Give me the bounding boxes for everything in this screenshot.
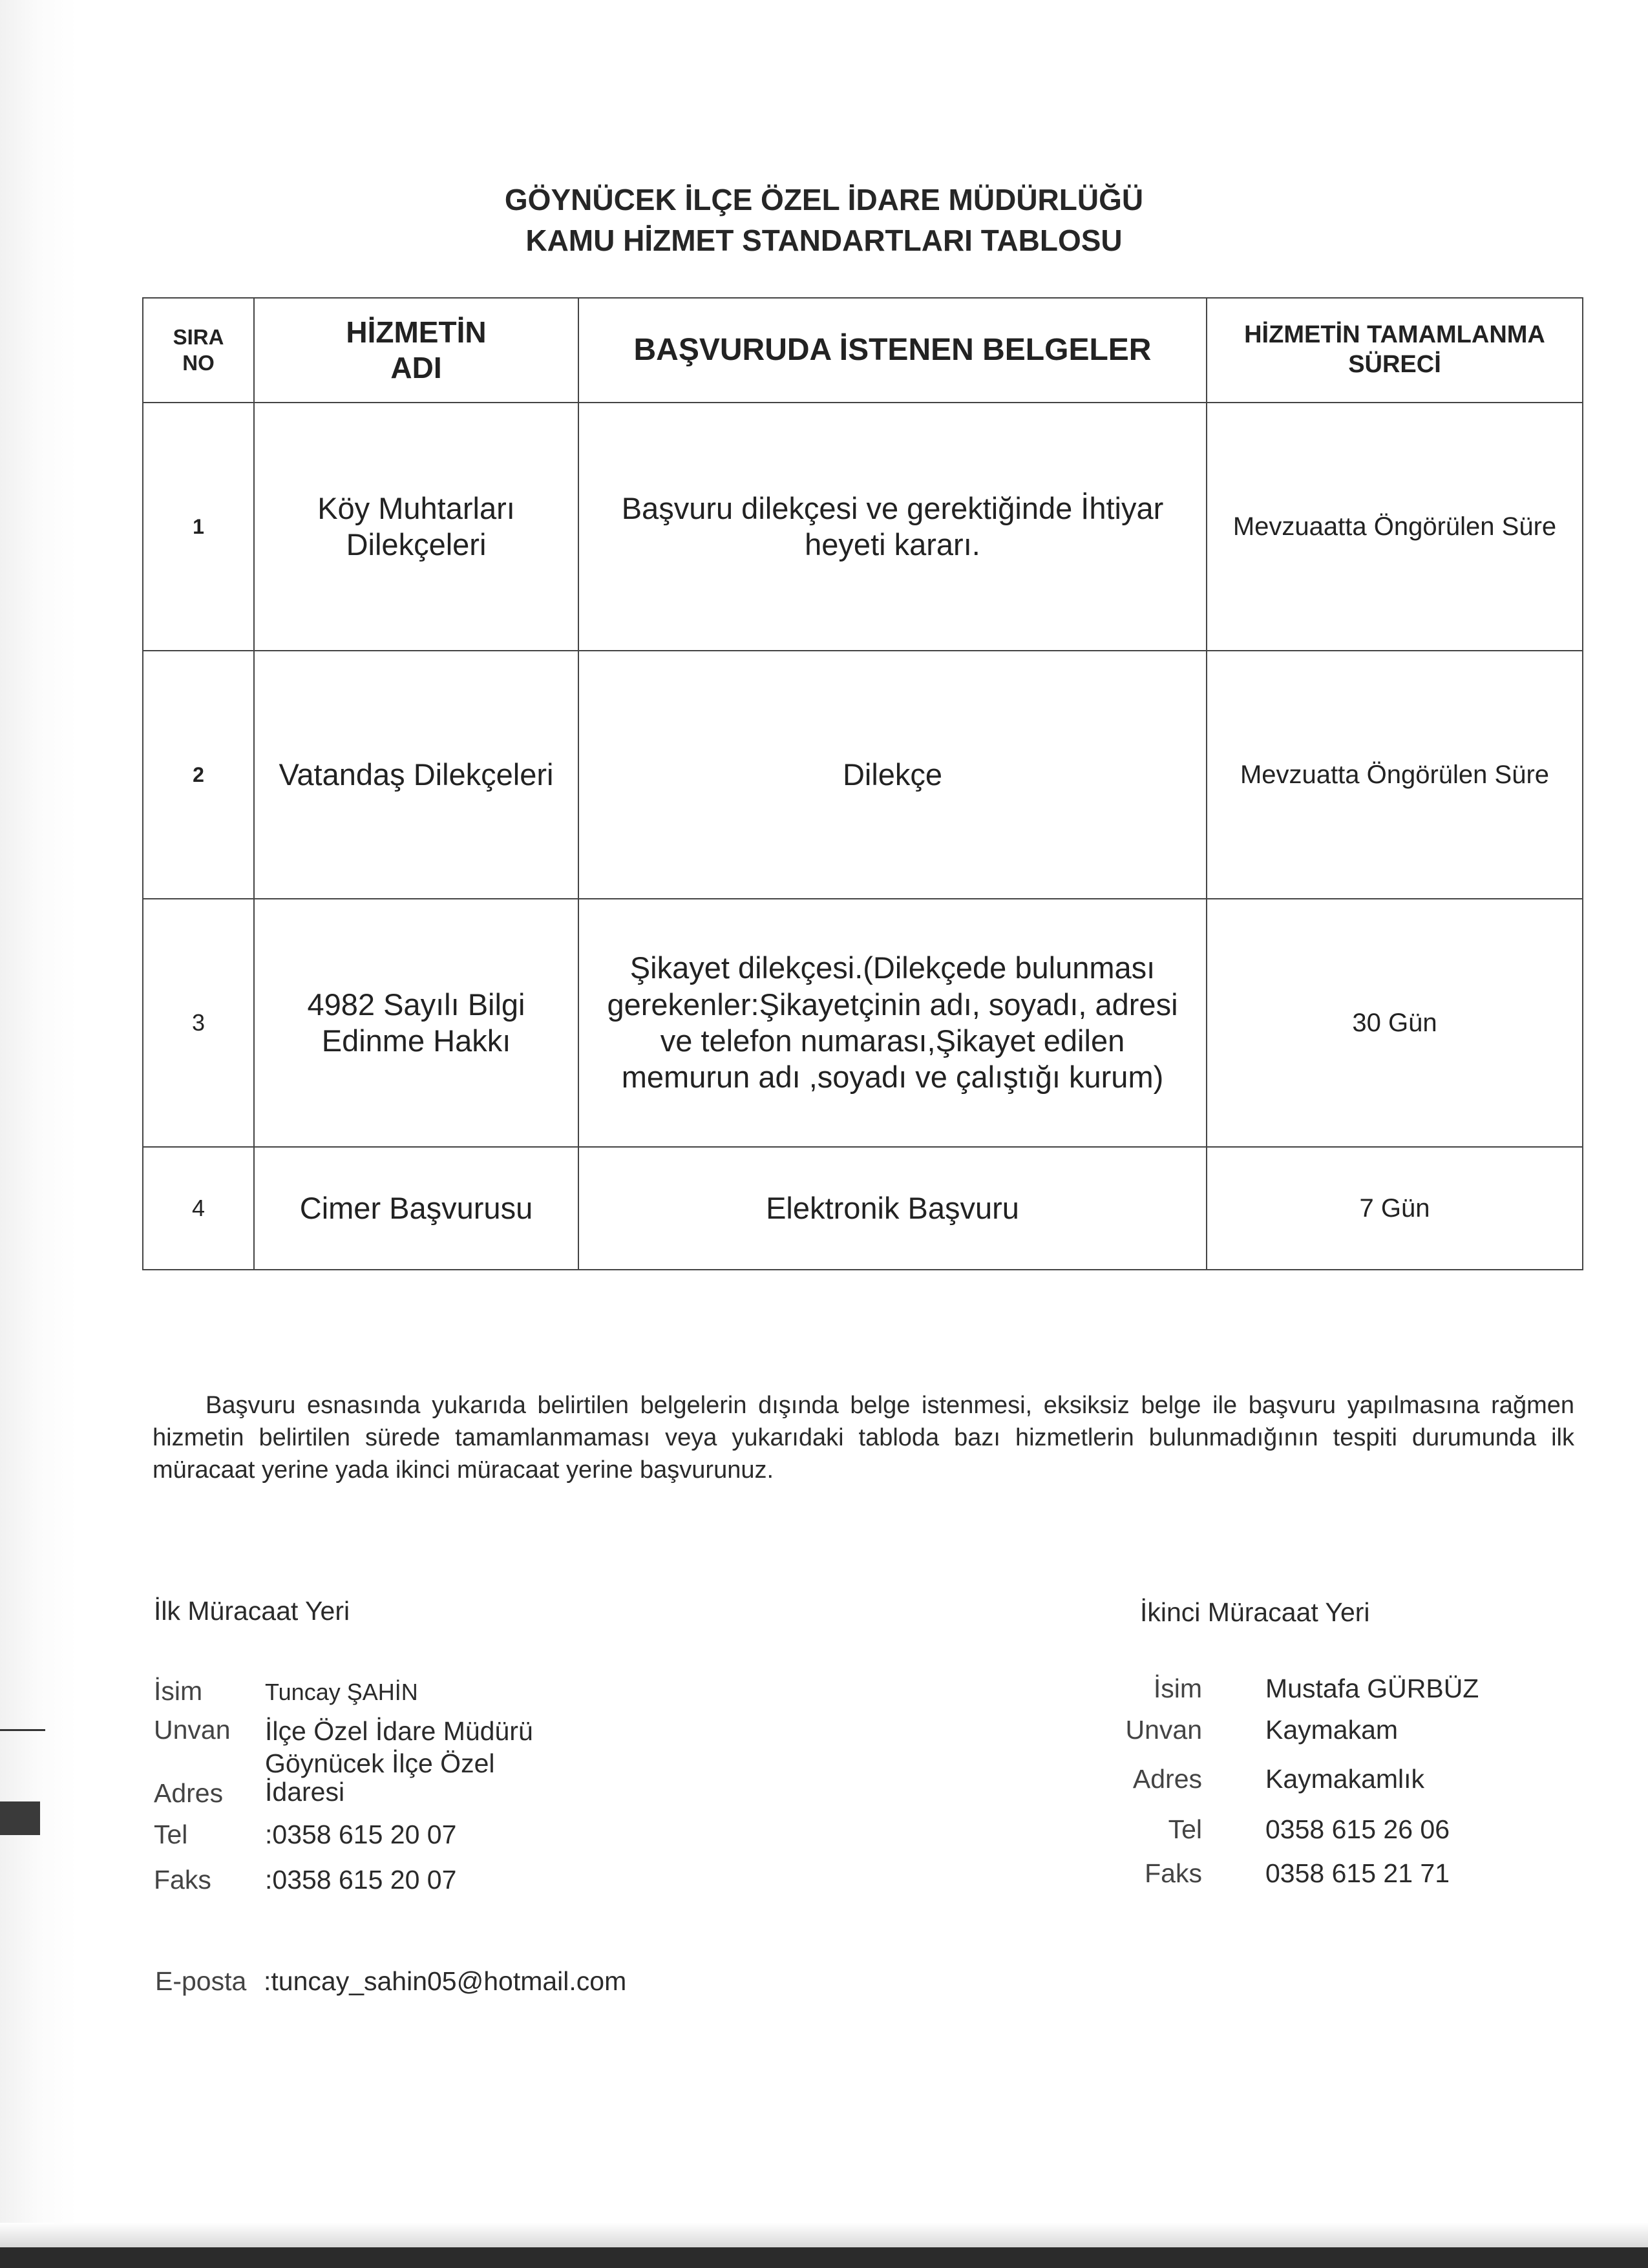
service-name [254,403,578,651]
second-contact-title: Kaymakam [1265,1715,1399,1745]
required-documents-line1: Şikayet dilekçesi.(Dilekçede bulunması [629,950,1156,985]
table-row [143,651,1583,899]
required-documents: Dilekçe [578,651,1207,899]
first-contact-name: Tuncay ŞAHİN [265,1679,418,1705]
second-contact-title-label: Unvan [1125,1715,1202,1745]
first-contact-title: İlçe Özel İdare Müdürü [265,1716,533,1746]
table-row [143,1147,1583,1270]
required-documents-line3: ve telefon numarası,Şikayet edilen [660,1024,1125,1058]
first-contact-heading: İlk Müracaat Yeri [154,1596,350,1626]
table-header-row [143,298,1583,403]
first-contact-address-line2: İdaresi [265,1777,345,1807]
second-contact-fax: 0358 615 21 71 [1265,1858,1450,1888]
service-name-line1: 4982 Sayılı Bilgi [307,987,525,1022]
row-number: 2 [143,651,254,899]
application-note: Başvuru esnasında yukarıda belirtilen belgelerin dışında belge istenmesi, eksiksiz belge ile başvuru yapılmasına rağmen hizmetin belirtilen sürede tamamlanmaması veya yukarıdaki tabloda bazı hizmetlerin bulunmadığının tespiti durumunda ilk müracaat yerine yada ikinci müracaat yerine başvurunuz. [153,1392,1574,1484]
required-documents-line2: gerekenler:Şikayetçinin adı, soyadı, adresi [607,987,1178,1022]
service-name: Vatandaş Dilekçeleri [254,651,578,899]
service-name-line2: Dilekçeleri [346,527,487,562]
second-contact-heading: İkinci Müracaat Yeri [1140,1597,1370,1627]
first-contact-tel: :0358 615 20 07 [265,1820,457,1849]
document-title: GÖYNÜCEK İLÇE ÖZEL İDARE MÜDÜRLÜĞÜ [504,183,1144,216]
scan-margin-line [0,1729,45,1731]
header-completion-time-line2: SÜRECİ [1348,351,1441,378]
required-documents [578,899,1207,1147]
header-service-name [254,298,578,403]
second-contact-address-label: Adres [1132,1764,1202,1794]
required-documents [578,403,1207,651]
service-name [254,899,578,1147]
first-contact-email-label: E-posta [155,1966,247,1996]
row-number: 1 [143,403,254,651]
first-contact-address-label: Adres [154,1778,224,1808]
header-sira-no-line2: NO [182,351,215,375]
second-contact-name: Mustafa GÜRBÜZ [1265,1674,1479,1703]
header-completion-time [1207,298,1583,403]
completion-time: Mevzuaatta Öngörülen Süre [1207,403,1583,651]
required-documents-line1: Başvuru dilekçesi ve gerektiğinde İhtiyar [621,490,1164,525]
second-contact-address: Kaymakamlık [1265,1764,1425,1794]
second-contact-fax-label: Faks [1145,1858,1202,1888]
first-contact-title-label: Unvan [154,1715,231,1745]
scan-bottom-edge [0,2247,1648,2268]
row-number: 4 [143,1147,254,1270]
scan-margin-mark [0,1801,40,1835]
completion-time: Mevzuatta Öngörülen Süre [1207,651,1583,899]
header-required-documents-text: BAŞVURUDA İSTENEN BELGELER [633,333,1152,368]
service-name-line2: Edinme Hakkı [321,1024,511,1058]
service-standards-table [142,297,1583,1270]
second-contact-name-label: İsim [1153,1674,1202,1703]
required-documents-line2: heyeti kararı. [805,527,980,562]
first-contact-email: :tuncay_sahin05@hotmail.com [264,1966,627,1996]
required-documents-line4: memurun adı ,soyadı ve çalıştığı kurum) [621,1060,1164,1095]
header-service-name-line1: HİZMETİN [346,315,487,349]
header-required-documents [578,298,1207,403]
first-contact-address-line1: Göynücek İlçe Özel [265,1748,495,1778]
completion-time: 7 Gün [1207,1147,1583,1270]
scan-bottom-shadow [0,2223,1648,2247]
second-contact-tel-label: Tel [1168,1814,1202,1844]
required-documents: Elektronik Başvuru [578,1147,1207,1270]
service-name: Cimer Başvurusu [254,1147,578,1270]
first-contact-fax: :0358 615 20 07 [265,1865,457,1895]
header-sira-no [143,298,254,403]
header-service-name-line2: ADI [390,351,442,384]
header-completion-time-line1: HİZMETİN TAMAMLANMA [1244,321,1545,349]
first-contact-name-label: İsim [154,1676,203,1706]
table-row [143,899,1583,1147]
table-row [143,403,1583,651]
header-sira-no-line1: SIRA [173,325,224,350]
completion-time: 30 Gün [1207,899,1583,1147]
row-number: 3 [143,899,254,1147]
document-subtitle: KAMU HİZMET STANDARTLARI TABLOSU [525,224,1123,257]
second-contact-tel: 0358 615 26 06 [1265,1814,1450,1844]
first-contact-fax-label: Faks [154,1865,211,1895]
service-name-line1: Köy Muhtarları [317,490,515,525]
first-contact-tel-label: Tel [154,1820,188,1849]
